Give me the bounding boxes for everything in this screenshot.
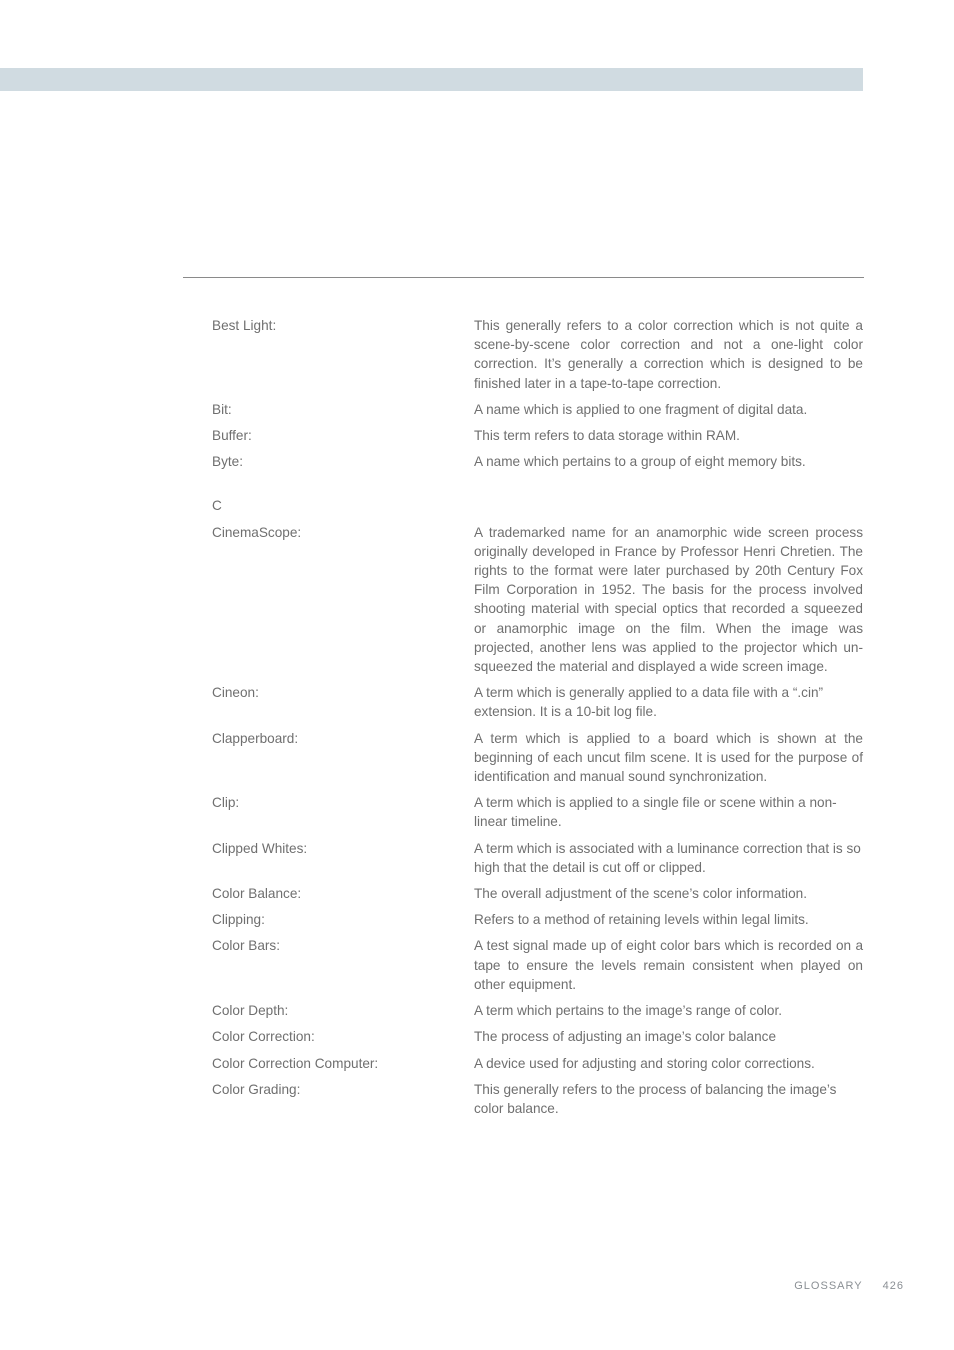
glossary-term: Color Correction: — [212, 1029, 315, 1045]
glossary-term: Best Light: — [212, 318, 277, 333]
footer-section-label: GLOSSARY — [794, 1280, 863, 1292]
glossary-entry — [212, 400, 863, 419]
glossary-definition: A name which is applied to one fragment of digital data. — [474, 401, 808, 417]
glossary-entry — [212, 523, 863, 677]
glossary-definition: The process of adjusting an image’s color balance — [474, 1029, 777, 1045]
section-letter: C — [212, 498, 222, 514]
page-number: 426 — [882, 1280, 904, 1292]
glossary-term: Color Balance: — [212, 886, 302, 902]
glossary-definition: Refers to a method of retaining levels within legal limits. — [474, 912, 809, 928]
header-band — [0, 68, 863, 91]
glossary-definition: A term which is generally applied to a data file with a “.cin” extension. It is a 10-bit log file. — [474, 685, 824, 720]
glossary-entry — [212, 1054, 863, 1073]
glossary-definition: A term which pertains to the image’s range of color. — [474, 1003, 783, 1019]
glossary-term: Buffer: — [212, 428, 252, 444]
glossary-definition: A term which is associated with a luminance correction that is so high that the detail is cut off or clipped. — [474, 840, 861, 875]
glossary-term: Color Grading: — [212, 1081, 301, 1097]
glossary-term: Cineon: — [212, 685, 259, 701]
glossary-definition: A name which pertains to a group of eight memory bits. — [474, 454, 806, 470]
glossary-definition: A test signal made up of eight color bars which is recorded on a tape to ensure the levels remain consistent when played on other equipment. — [474, 938, 863, 992]
glossary-definition: This generally refers to a color correction which is not quite a scene-by-scene color correction and not a one-light color correction. It’s generally a correction which is designed to be finished later in a tape-to-tape correction. — [474, 318, 863, 391]
glossary-term: Color Correction Computer: — [212, 1055, 379, 1071]
glossary-entry — [212, 1080, 863, 1118]
glossary-term: Bit: — [212, 401, 232, 417]
glossary-entry — [212, 936, 863, 994]
glossary-term: Clapperboard: — [212, 730, 299, 746]
glossary-entry — [212, 316, 863, 393]
glossary-entry — [212, 839, 863, 877]
glossary-entry — [212, 729, 863, 787]
glossary-term: CinemaScope: — [212, 524, 302, 540]
glossary-entry — [212, 884, 863, 903]
glossary-term: Byte: — [212, 454, 243, 470]
glossary-definition: A term which is applied to a single file or scene within a non-linear timeline. — [474, 795, 837, 830]
glossary-term: Clipped Whites: — [212, 840, 308, 856]
glossary-entry — [212, 793, 863, 831]
glossary-term: Color Bars: — [212, 938, 280, 954]
glossary-term: Color Depth: — [212, 1003, 289, 1019]
page-footer — [794, 1280, 904, 1292]
glossary-entry — [212, 426, 863, 445]
glossary-definition: This generally refers to the process of balancing the image’s color balance. — [474, 1081, 837, 1116]
glossary-list — [212, 316, 863, 1125]
glossary-entry — [212, 1027, 863, 1046]
glossary-entry — [212, 1001, 863, 1020]
glossary-definition: A device used for adjusting and storing color corrections. — [474, 1055, 815, 1071]
horizontal-rule — [183, 277, 864, 278]
glossary-definition: A trademarked name for an anamorphic wide screen process originally developed in France by Professor Henri Chretien. The rights to the format were later purchased by 20th Century Fox Film Corporation in 1952. The basis for the process involved shooting material with special optics that recorded a squeezed or anamorphic image on the film. When the image was projected, another lens was applied to the projector which un-squeezed the material and displayed a wide screen image. — [474, 524, 863, 675]
glossary-entry — [212, 683, 863, 721]
glossary-definition: The overall adjustment of the scene’s color information. — [474, 886, 807, 902]
glossary-term: Clipping: — [212, 912, 265, 928]
glossary-entry — [212, 910, 863, 929]
glossary-term: Clip: — [212, 795, 240, 811]
glossary-definition: A term which is applied to a board which is shown at the beginning of each uncut film scene. It is used for the purpose of identification and manual sound synchronization. — [474, 730, 863, 785]
glossary-definition: This term refers to data storage within RAM. — [474, 428, 740, 444]
glossary-entry — [212, 452, 863, 471]
